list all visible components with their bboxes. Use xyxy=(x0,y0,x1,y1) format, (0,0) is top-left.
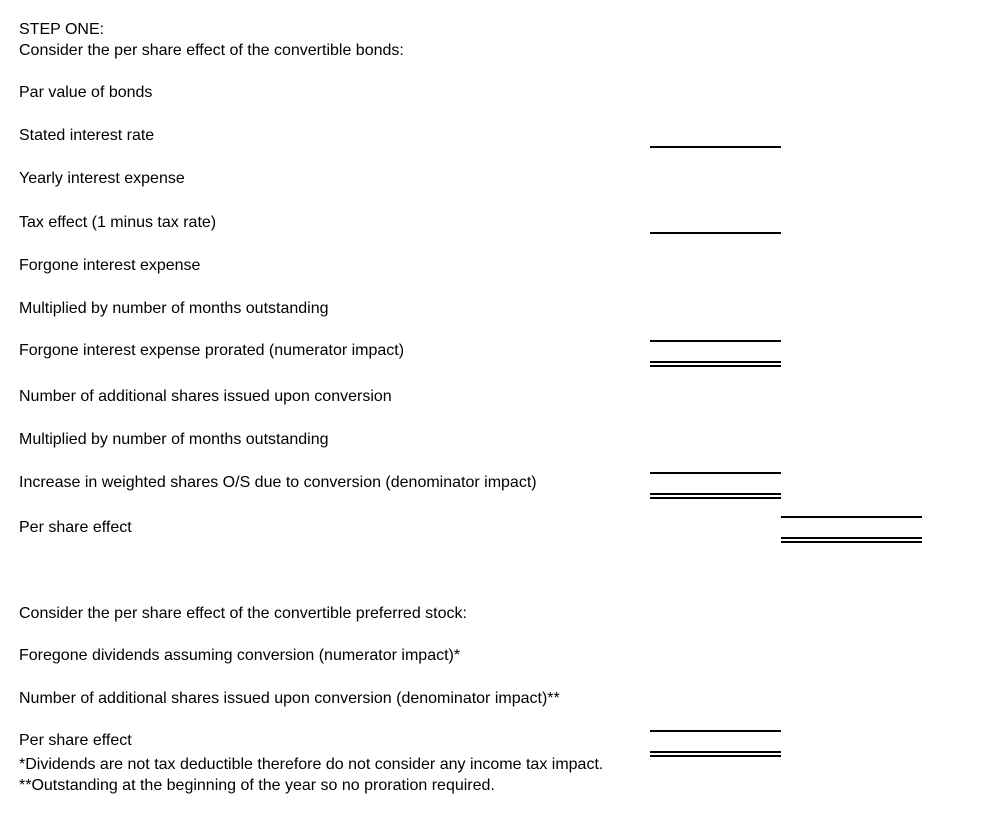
row-months-outstanding-1: Multiplied by number of months outstanding xyxy=(19,300,329,317)
answer-underline xyxy=(781,516,922,518)
answer-double-underline xyxy=(650,493,781,499)
answer-double-underline xyxy=(650,361,781,367)
row-per-share-effect-preferred: Per share effect xyxy=(19,732,132,749)
answer-underline xyxy=(650,340,781,342)
row-tax-effect: Tax effect (1 minus tax rate) xyxy=(19,214,217,231)
step-one-heading: STEP ONE: xyxy=(19,21,105,38)
row-increase-weighted-shares: Increase in weighted shares O/S due to conversion (denominator impact) xyxy=(19,474,537,491)
row-par-value: Par value of bonds xyxy=(19,84,153,101)
footnote-outstanding: **Outstanding at the beginning of the year so no proration required. xyxy=(19,777,495,794)
answer-underline xyxy=(650,232,781,234)
row-yearly-interest-expense: Yearly interest expense xyxy=(19,170,185,187)
row-foregone-dividends: Foregone dividends assuming conversion (numerator impact)* xyxy=(19,647,461,664)
bonds-intro: Consider the per share effect of the convertible bonds: xyxy=(19,42,404,59)
row-forgone-interest-prorated: Forgone interest expense prorated (numerator impact) xyxy=(19,342,405,359)
answer-underline xyxy=(650,146,781,148)
answer-underline xyxy=(650,472,781,474)
row-stated-interest-rate: Stated interest rate xyxy=(19,127,155,144)
answer-underline xyxy=(650,730,781,732)
answer-double-underline xyxy=(781,537,922,543)
row-additional-shares: Number of additional shares issued upon conversion xyxy=(19,388,392,405)
row-additional-shares-preferred: Number of additional shares issued upon conversion (denominator impact)** xyxy=(19,690,560,707)
row-per-share-effect-bonds: Per share effect xyxy=(19,519,132,536)
row-months-outstanding-2: Multiplied by number of months outstanding xyxy=(19,431,329,448)
footnote-dividends: *Dividends are not tax deductible therefore do not consider any income tax impact. xyxy=(19,756,604,773)
answer-double-underline xyxy=(650,751,781,757)
row-forgone-interest-expense: Forgone interest expense xyxy=(19,257,201,274)
preferred-intro: Consider the per share effect of the convertible preferred stock: xyxy=(19,605,467,622)
